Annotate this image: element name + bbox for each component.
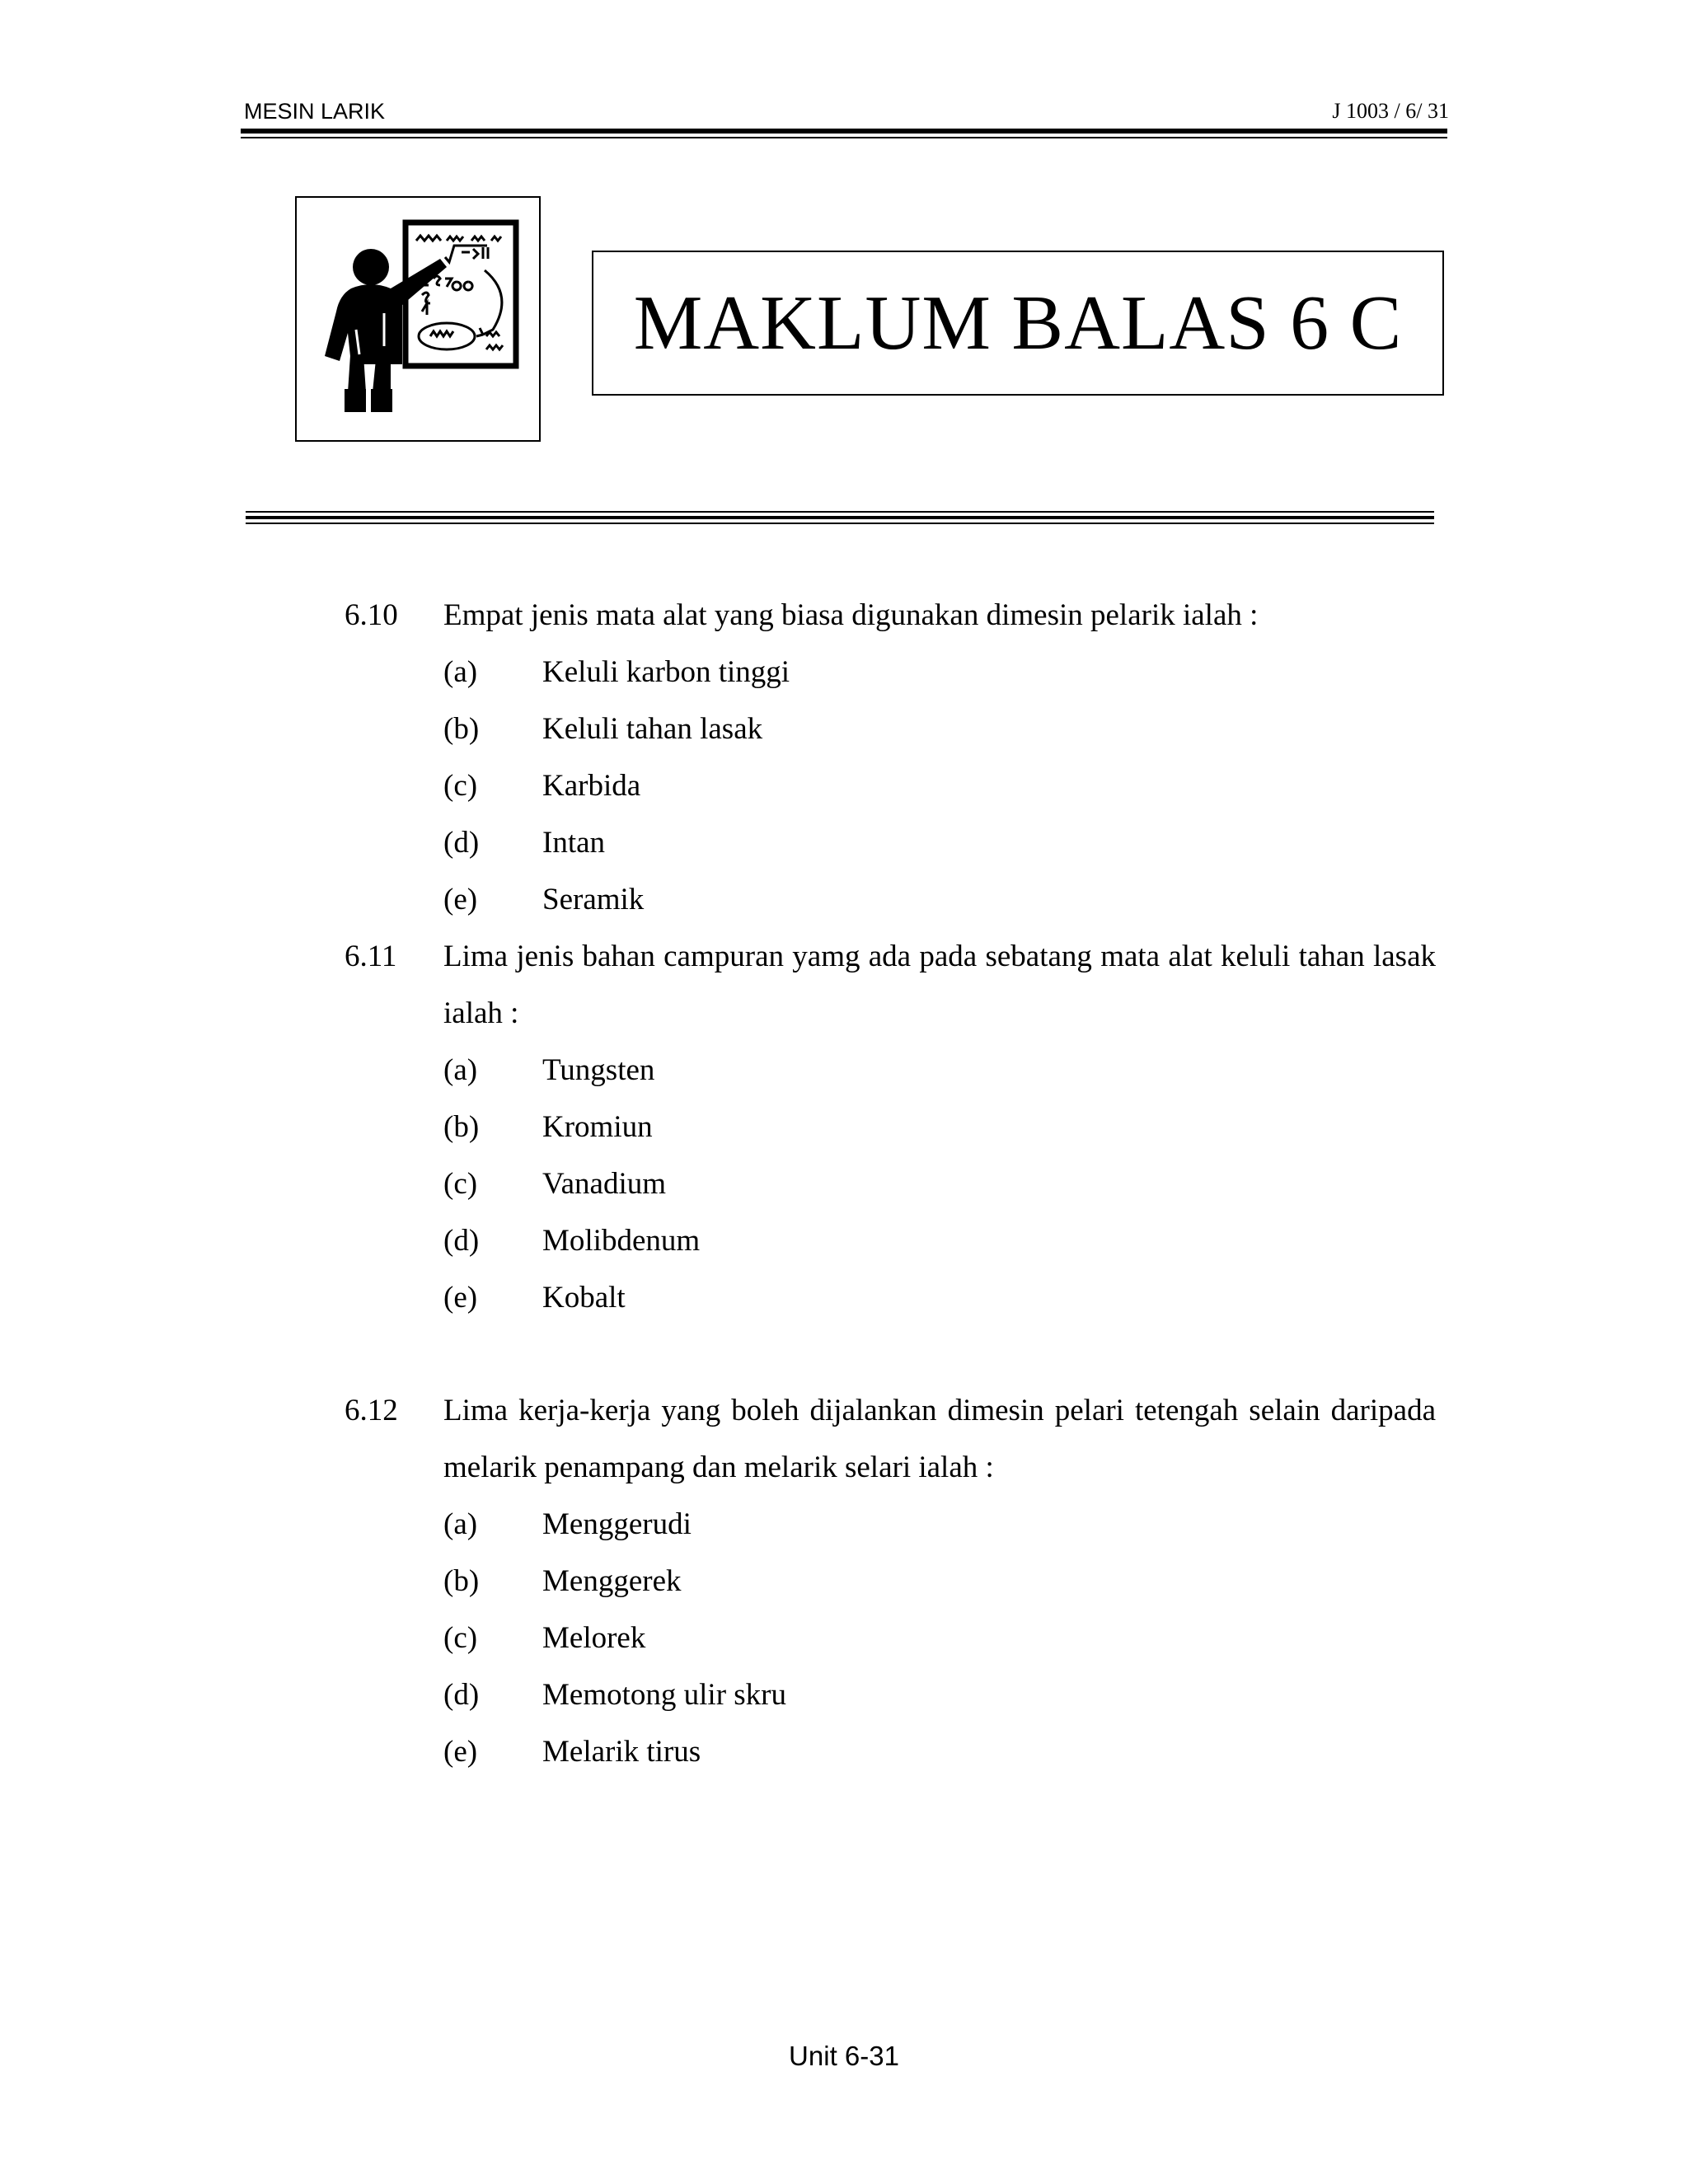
- list-item: [443, 1155, 1436, 1212]
- answer-block-6-11: [345, 928, 1436, 1326]
- list-item: [443, 1723, 1436, 1780]
- item-letter: (e): [443, 1281, 478, 1315]
- item-letter: (a): [443, 1053, 478, 1087]
- list-item: [443, 1212, 1436, 1269]
- question-number: 6.12: [345, 1394, 398, 1427]
- item-text: Seramik: [542, 883, 645, 916]
- header-rule-thick: [241, 129, 1447, 134]
- item-text: Kromiun: [542, 1110, 653, 1144]
- item-text: Keluli tahan lasak: [542, 712, 763, 746]
- item-letter: (a): [443, 1507, 478, 1541]
- list-item: [443, 1666, 1436, 1723]
- item-letter: (b): [443, 1564, 480, 1598]
- list-item: [443, 1269, 1436, 1326]
- item-text: Memotong ulir skru: [542, 1678, 786, 1712]
- item-text: Kobalt: [542, 1281, 626, 1315]
- list-item: [443, 1610, 1436, 1666]
- item-letter: (e): [443, 1735, 478, 1769]
- running-header-page-code: J 1003 / 6/ 31: [1332, 99, 1449, 123]
- item-letter: (d): [443, 1224, 480, 1258]
- item-text: Molibdenum: [542, 1224, 701, 1258]
- title-rule: [246, 516, 1434, 519]
- list-item: [443, 1553, 1436, 1610]
- page-footer: Unit 6-31: [789, 2041, 899, 2071]
- item-letter: (c): [443, 1167, 478, 1201]
- list-item: [443, 644, 1436, 701]
- item-text: Intan: [542, 826, 606, 860]
- list-item: [443, 757, 1436, 814]
- answer-block-6-12: [345, 1382, 1436, 1780]
- question-number: 6.11: [345, 940, 397, 973]
- item-text: Melorek: [542, 1621, 646, 1655]
- item-text: Tungsten: [542, 1053, 655, 1087]
- item-letter: (e): [443, 883, 478, 916]
- item-text: Melarik tirus: [542, 1735, 701, 1769]
- item-letter: (d): [443, 826, 480, 860]
- item-text: Vanadium: [542, 1167, 667, 1201]
- title-rule: [246, 511, 1434, 513]
- item-text: Menggerek: [542, 1564, 682, 1598]
- header-rule-thin: [241, 137, 1447, 138]
- list-item: [443, 1042, 1436, 1099]
- item-letter: (d): [443, 1678, 480, 1712]
- list-item: [443, 814, 1436, 871]
- item-text: Karbida: [542, 769, 641, 803]
- answer-content: [345, 587, 1436, 1780]
- item-letter: (c): [443, 769, 478, 803]
- item-text: Keluli karbon tinggi: [542, 655, 790, 689]
- question-text: Lima jenis bahan campuran yamg ada pada sebatang mata alat keluli tahan lasak ialah :: [443, 940, 1436, 1030]
- list-item: [443, 1099, 1436, 1155]
- question-number: 6.10: [345, 598, 398, 632]
- page-title: MAKLUM BALAS 6 C: [592, 251, 1444, 396]
- item-letter: (b): [443, 1110, 480, 1144]
- answer-block-6-10: [345, 587, 1436, 928]
- list-item: [443, 701, 1436, 757]
- item-letter: (b): [443, 712, 480, 746]
- title-rule: [246, 523, 1434, 524]
- item-letter: (c): [443, 1621, 478, 1655]
- item-letter: (a): [443, 655, 478, 689]
- list-item: [443, 871, 1436, 928]
- list-item: [443, 1496, 1436, 1553]
- item-text: Menggerudi: [542, 1507, 692, 1541]
- section-spacer: [345, 1326, 1436, 1382]
- question-text: Empat jenis mata alat yang biasa digunakan dimesin pelarik ialah :: [443, 598, 1259, 632]
- running-header-title: MESIN LARIK: [244, 99, 386, 124]
- question-text: Lima kerja-kerja yang boleh dijalankan dimesin pelari tetengah selain daripada melarik penampang dan melarik selari ialah :: [443, 1394, 1436, 1484]
- teacher-at-board-icon: [295, 196, 541, 442]
